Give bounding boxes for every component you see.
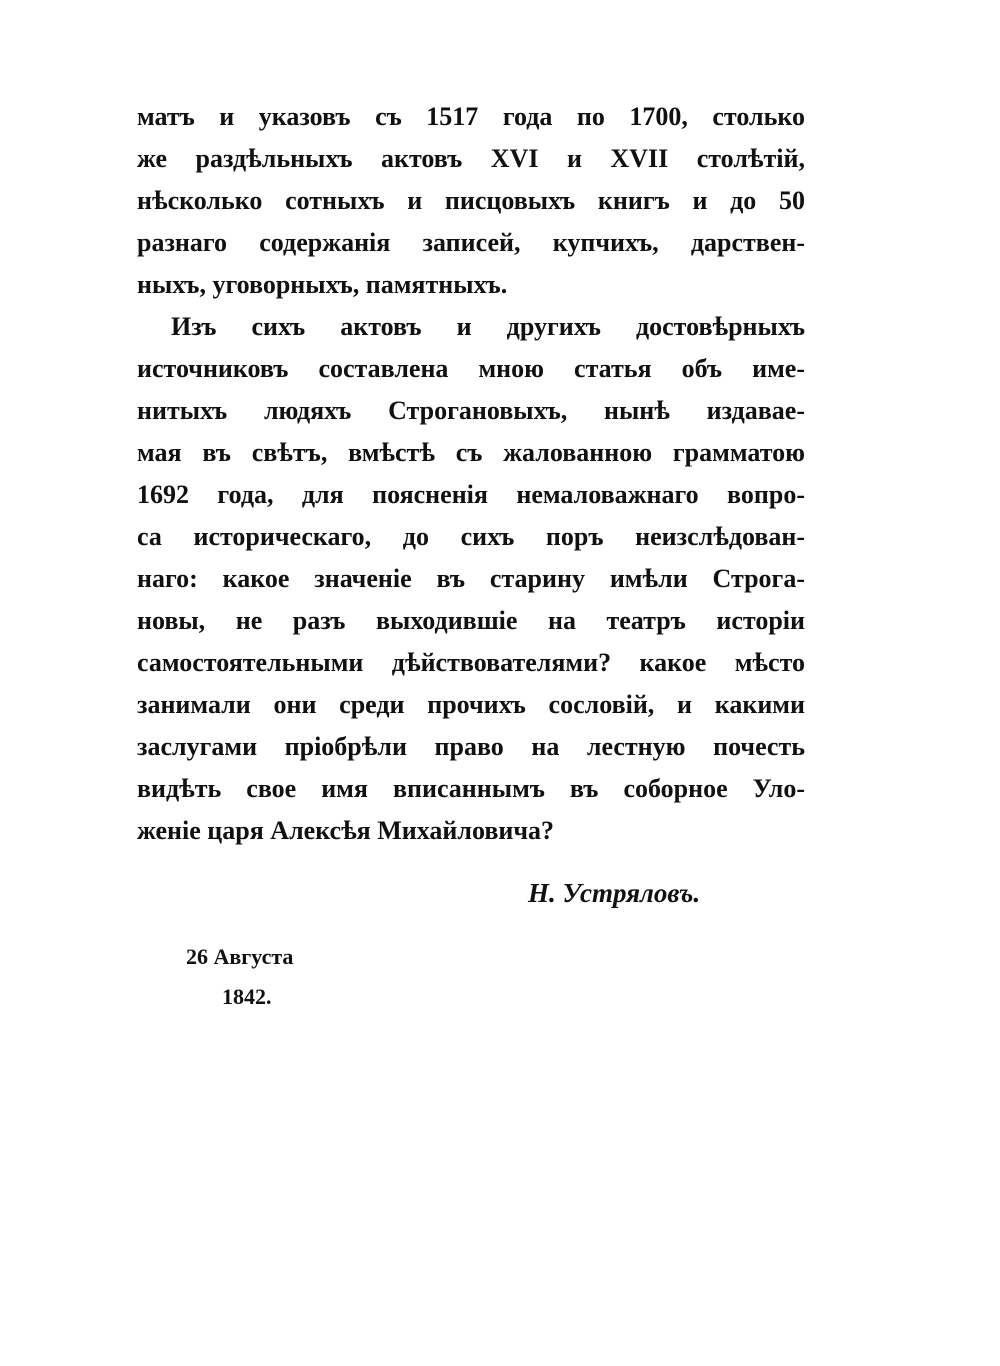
text-line: же раздѣльныхъ актовъ XVI и XVII столѣтій,: [137, 144, 805, 173]
text-line: источниковъ составлена мною статья объ име-: [137, 354, 805, 383]
date-year: 1842.: [222, 984, 272, 1009]
text-line: заслугами пріобрѣли право на лестную почесть: [137, 732, 805, 761]
text-line: 1692 года, для поясненія немаловажнаго вопро-: [137, 480, 805, 509]
date-day-month: 26 Августа: [186, 944, 294, 969]
text-line: наго: какое значеніе въ старину имѣли Строга-: [137, 564, 805, 593]
text-line: матъ и указовъ съ 1517 года по 1700, столько: [137, 102, 805, 131]
text-line: Изъ сихъ актовъ и другихъ достовѣрныхъ: [171, 312, 805, 341]
text-line: мая въ свѣтъ, вмѣстѣ съ жалованною грамматою: [137, 438, 805, 467]
text-line: женіе царя Алексѣя Михайловича?: [137, 816, 555, 845]
text-line: нитыхъ людяхъ Строгановыхъ, нынѣ издавае-: [137, 396, 805, 425]
text-line: нѣсколько сотныхъ и писцовыхъ книгъ и до 50: [137, 186, 805, 215]
body-text: [137, 96, 805, 852]
text-line: ныхъ, уговорныхъ, памятныхъ.: [137, 270, 508, 299]
text-line: занимали они среди прочихъ сословій, и какими: [137, 690, 805, 719]
text-line: разнаго содержанія записей, купчихъ, дарствен-: [137, 228, 805, 257]
text-line: новы, не разъ выходившіе на театръ исторіи: [137, 606, 805, 635]
text-line: самостоятельными дѣйствователями? какое мѣсто: [137, 648, 805, 677]
text-line: видѣть свое имя вписаннымъ въ соборное Уло-: [137, 774, 805, 803]
text-line: са историческаго, до сихъ поръ неизслѣдован-: [137, 522, 805, 551]
author-signature: Н. Устряловъ.: [528, 878, 701, 908]
